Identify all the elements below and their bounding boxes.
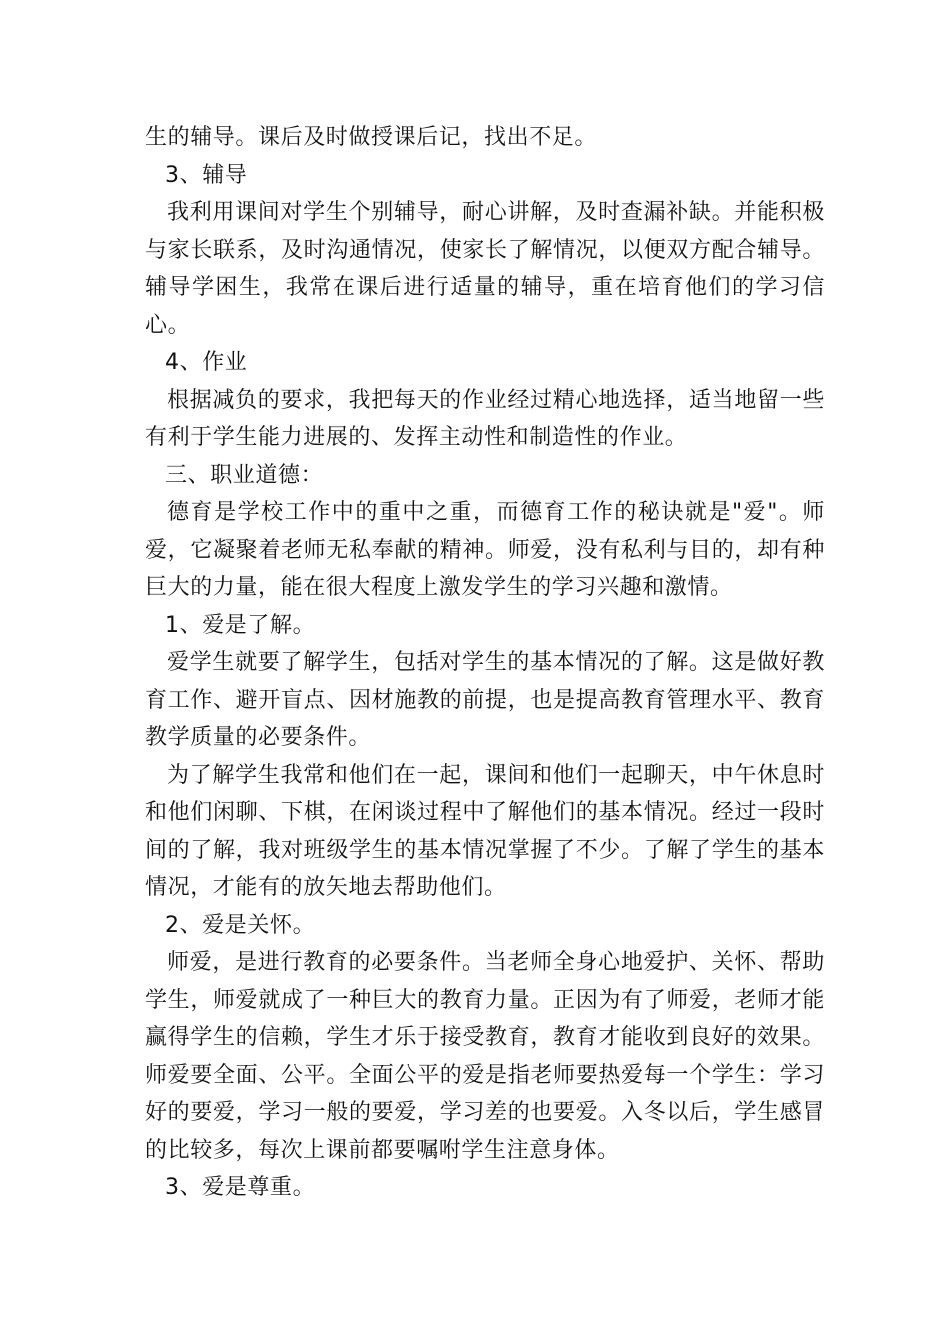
paragraph-homework: 根据减负的要求，我把每天的作业经过精心地选择，适当地留一些有利于学生能力进展的、发挥主动性和制造性的作业。 — [145, 387, 825, 450]
paragraph-understanding-2: 为了解学生我常和他们在一起，课间和他们一起聊天，中午休息时和他们闲聊、下棋，在闲谈过程中了解他们的基本情况。经过一段时间的了解，我对班级学生的基本情况掌握了不少。了解了学生的基本情况，才能有的放矢地去帮助他们。 — [145, 762, 825, 900]
section-heading-homework: 4、作业 — [165, 350, 248, 375]
section-heading-tutoring: 3、辅导 — [165, 162, 248, 188]
paragraph-ethics: 德育是学校工作中的重中之重，而德育工作的秘诀就是"爱"。师爱，它凝聚着老师无私奉献的精神。师爱，没有私利与目的，却有种巨大的力量，能在很大程度上激发学生的学习兴趣和激情。 — [145, 500, 825, 600]
section-heading-respect: 3、爱是尊重。 — [165, 1175, 316, 1200]
section-heading-care: 2、爱是关怀。 — [165, 912, 316, 938]
paragraph-care: 师爱，是进行教育的必要条件。当老师全身心地爱护、关怀、帮助学生，师爱就成了一种巨大的教育力量。正因为有了师爱，老师才能赢得学生的信赖，学生才乐于接受教育，教育才能收到良好的效果。师爱要全面、公平。全面公平的爱是指老师要热爱每一个学生：学习好的要爱，学习一般的要爱，学习差的也要爱。入冬以后，学生感冒的比较多，每次上课前都要嘱咐学生注意身体。 — [145, 950, 825, 1163]
paragraph-understanding-1: 爱学生就要了解学生，包括对学生的基本情况的了解。这是做好教育工作、避开盲点、因材施教的前提，也是提高教育管理水平、教育教学质量的必要条件。 — [145, 650, 825, 750]
paragraph-continuation: 生的辅导。课后及时做授课后记，找出不足。 — [145, 125, 598, 150]
paragraph-tutoring: 我利用课间对学生个别辅导，耐心讲解，及时查漏补缺。并能积极与家长联系，及时沟通情况，使家长了解情况，以便双方配合辅导。辅导学困生，我常在课后进行适量的辅导，重在培育他们的学习信心。 — [145, 200, 825, 338]
document-body — [145, 119, 825, 1207]
section-heading-understanding: 1、爱是了解。 — [165, 612, 316, 638]
section-heading-ethics: 三、职业道德： — [165, 462, 324, 488]
